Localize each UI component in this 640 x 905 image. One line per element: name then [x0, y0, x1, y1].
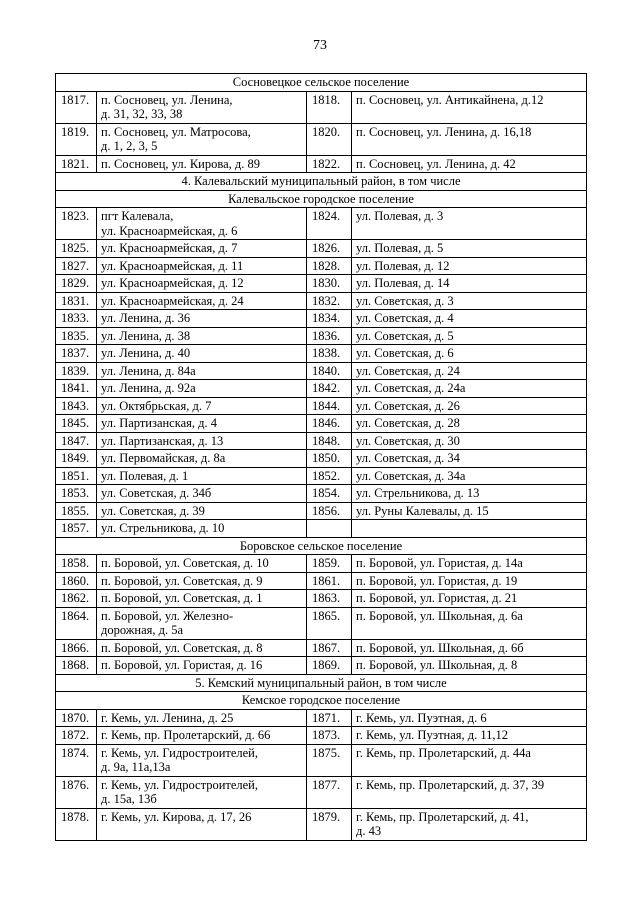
entry-number-right: 1828. — [307, 257, 352, 275]
entry-number-left: 1825. — [56, 240, 97, 258]
entry-number-right — [307, 520, 352, 538]
entry-number-left: 1872. — [56, 727, 97, 745]
entry-number-left: 1819. — [56, 123, 97, 155]
entry-number-left: 1866. — [56, 639, 97, 657]
entry-number-right: 1869. — [307, 657, 352, 675]
address-right: п. Боровой, ул. Гористая, д. 21 — [352, 590, 587, 608]
address-left: п. Боровой, ул. Советская, д. 8 — [97, 639, 307, 657]
entry-number-right: 1863. — [307, 590, 352, 608]
entry-number-left: 1849. — [56, 450, 97, 468]
entry-number-right: 1854. — [307, 485, 352, 503]
table-row — [56, 257, 587, 275]
table-row — [56, 208, 587, 240]
entry-number-right: 1834. — [307, 310, 352, 328]
entry-number-left: 1841. — [56, 380, 97, 398]
entry-number-right: 1859. — [307, 555, 352, 573]
section-header: Кемское городское поселение — [56, 692, 587, 710]
section-header: Боровское сельское поселение — [56, 537, 587, 555]
address-left: ул. Ленина, д. 38 — [97, 327, 307, 345]
entry-number-right: 1861. — [307, 572, 352, 590]
entry-number-left: 1831. — [56, 292, 97, 310]
entry-number-right: 1879. — [307, 808, 352, 840]
entry-number-left: 1870. — [56, 709, 97, 727]
address-left: ул. Красноармейская, д. 12 — [97, 275, 307, 293]
address-left: ул. Ленина, д. 36 — [97, 310, 307, 328]
address-right: п. Боровой, ул. Гористая, д. 14а — [352, 555, 587, 573]
entry-number-right: 1822. — [307, 155, 352, 173]
address-left: п. Боровой, ул. Советская, д. 10 — [97, 555, 307, 573]
table-row — [56, 397, 587, 415]
entry-number-left: 1853. — [56, 485, 97, 503]
address-right: п. Сосновец, ул. Ленина, д. 16,18 — [352, 123, 587, 155]
table-row — [56, 450, 587, 468]
table-row — [56, 91, 587, 123]
address-left: п. Боровой, ул. Железно- дорожная, д. 5а — [97, 607, 307, 639]
table-row — [56, 467, 587, 485]
address-right: г. Кемь, ул. Пуэтная, д. 6 — [352, 709, 587, 727]
table-row — [56, 657, 587, 675]
entry-number-left: 1839. — [56, 362, 97, 380]
address-left: п. Сосновец, ул. Ленина, д. 31, 32, 33, 38 — [97, 91, 307, 123]
entry-number-right: 1850. — [307, 450, 352, 468]
table-row — [56, 776, 587, 808]
entry-number-right: 1844. — [307, 397, 352, 415]
address-right: п. Боровой, ул. Гористая, д. 19 — [352, 572, 587, 590]
entry-number-right: 1824. — [307, 208, 352, 240]
page-number: 73 — [313, 38, 327, 53]
entry-number-right: 1830. — [307, 275, 352, 293]
entry-number-left: 1855. — [56, 502, 97, 520]
entry-number-left: 1835. — [56, 327, 97, 345]
table-row — [56, 502, 587, 520]
entry-number-left: 1845. — [56, 415, 97, 433]
address-left: ул. Ленина, д. 92а — [97, 380, 307, 398]
address-right: ул. Советская, д. 26 — [352, 397, 587, 415]
address-right: п. Боровой, ул. Школьная, д. 6б — [352, 639, 587, 657]
table-row — [56, 275, 587, 293]
address-right: ул. Советская, д. 34 — [352, 450, 587, 468]
address-left: ул. Октябрьская, д. 7 — [97, 397, 307, 415]
address-right: г. Кемь, пр. Пролетарский, д. 41, д. 43 — [352, 808, 587, 840]
address-right: ул. Полевая, д. 14 — [352, 275, 587, 293]
address-right: г. Кемь, пр. Пролетарский, д. 44а — [352, 744, 587, 776]
section-header: 4. Калевальский муниципальный район, в том числе — [56, 173, 587, 191]
entry-number-left: 1864. — [56, 607, 97, 639]
section-header-row — [56, 74, 587, 92]
table-row — [56, 607, 587, 639]
address-left: п. Сосновец, ул. Кирова, д. 89 — [97, 155, 307, 173]
section-header-row — [56, 173, 587, 191]
table-row — [56, 155, 587, 173]
section-header-row — [56, 692, 587, 710]
address-right: ул. Советская, д. 24а — [352, 380, 587, 398]
address-left: ул. Красноармейская, д. 7 — [97, 240, 307, 258]
address-left: ул. Ленина, д. 84а — [97, 362, 307, 380]
entry-number-right: 1875. — [307, 744, 352, 776]
address-left: ул. Красноармейская, д. 11 — [97, 257, 307, 275]
section-header: 5. Кемский муниципальный район, в том числе — [56, 674, 587, 692]
entry-number-right: 1832. — [307, 292, 352, 310]
entry-number-left: 1851. — [56, 467, 97, 485]
table-row — [56, 380, 587, 398]
address-left: г. Кемь, ул. Кирова, д. 17, 26 — [97, 808, 307, 840]
address-left: ул. Ленина, д. 40 — [97, 345, 307, 363]
entry-number-left: 1874. — [56, 744, 97, 776]
address-right: ул. Полевая, д. 5 — [352, 240, 587, 258]
address-right: п. Боровой, ул. Школьная, д. 8 — [352, 657, 587, 675]
address-right: ул. Стрельникова, д. 13 — [352, 485, 587, 503]
address-left: п. Боровой, ул. Советская, д. 9 — [97, 572, 307, 590]
address-left: пгт Калевала, ул. Красноармейская, д. 6 — [97, 208, 307, 240]
table-row — [56, 415, 587, 433]
address-right: г. Кемь, пр. Пролетарский, д. 37, 39 — [352, 776, 587, 808]
entry-number-left: 1823. — [56, 208, 97, 240]
address-right: ул. Советская, д. 30 — [352, 432, 587, 450]
entry-number-left: 1876. — [56, 776, 97, 808]
address-right: ул. Советская, д. 4 — [352, 310, 587, 328]
table-row — [56, 572, 587, 590]
entry-number-right: 1842. — [307, 380, 352, 398]
entry-number-left: 1857. — [56, 520, 97, 538]
table-row — [56, 709, 587, 727]
address-right: ул. Полевая, д. 12 — [352, 257, 587, 275]
entry-number-left: 1862. — [56, 590, 97, 608]
entry-number-left: 1843. — [56, 397, 97, 415]
address-right: п. Сосновец, ул. Ленина, д. 42 — [352, 155, 587, 173]
table-row — [56, 123, 587, 155]
table-row — [56, 555, 587, 573]
entry-number-left: 1817. — [56, 91, 97, 123]
table-row — [56, 310, 587, 328]
table-row — [56, 362, 587, 380]
entry-number-left: 1837. — [56, 345, 97, 363]
entry-number-right: 1867. — [307, 639, 352, 657]
entry-number-right: 1836. — [307, 327, 352, 345]
entry-number-right: 1856. — [307, 502, 352, 520]
address-left: ул. Партизанская, д. 4 — [97, 415, 307, 433]
entry-number-left: 1858. — [56, 555, 97, 573]
address-right — [352, 520, 587, 538]
address-right: ул. Советская, д. 5 — [352, 327, 587, 345]
entry-number-right: 1840. — [307, 362, 352, 380]
entry-number-right: 1865. — [307, 607, 352, 639]
table-row — [56, 432, 587, 450]
address-right: ул. Советская, д. 28 — [352, 415, 587, 433]
address-left: г. Кемь, пр. Пролетарский, д. 66 — [97, 727, 307, 745]
address-left: ул. Стрельникова, д. 10 — [97, 520, 307, 538]
entry-number-left: 1829. — [56, 275, 97, 293]
section-header-row — [56, 190, 587, 208]
entry-number-left: 1847. — [56, 432, 97, 450]
address-left: ул. Советская, д. 34б — [97, 485, 307, 503]
address-right: п. Сосновец, ул. Антикайнена, д.12 — [352, 91, 587, 123]
entry-number-right: 1877. — [307, 776, 352, 808]
address-right: ул. Советская, д. 34а — [352, 467, 587, 485]
entry-number-left: 1833. — [56, 310, 97, 328]
entry-number-right: 1846. — [307, 415, 352, 433]
address-right: ул. Советская, д. 6 — [352, 345, 587, 363]
table-row — [56, 727, 587, 745]
table-row — [56, 485, 587, 503]
section-header-row — [56, 674, 587, 692]
entry-number-right: 1826. — [307, 240, 352, 258]
address-left: п. Боровой, ул. Гористая, д. 16 — [97, 657, 307, 675]
entry-number-right: 1848. — [307, 432, 352, 450]
entry-number-right: 1818. — [307, 91, 352, 123]
entry-number-right: 1820. — [307, 123, 352, 155]
table-row — [56, 520, 587, 538]
entry-number-right: 1852. — [307, 467, 352, 485]
address-left: г. Кемь, ул. Ленина, д. 25 — [97, 709, 307, 727]
entry-number-right: 1871. — [307, 709, 352, 727]
address-right: ул. Полевая, д. 3 — [352, 208, 587, 240]
entry-number-left: 1860. — [56, 572, 97, 590]
address-right: ул. Руны Калевалы, д. 15 — [352, 502, 587, 520]
entry-number-right: 1873. — [307, 727, 352, 745]
address-left: ул. Партизанская, д. 13 — [97, 432, 307, 450]
address-table-body — [56, 74, 587, 841]
address-right: ул. Советская, д. 3 — [352, 292, 587, 310]
table-row — [56, 808, 587, 840]
table-row — [56, 345, 587, 363]
address-right: ул. Советская, д. 24 — [352, 362, 587, 380]
address-left: г. Кемь, ул. Гидростроителей, д. 15а, 13б — [97, 776, 307, 808]
section-header-row — [56, 537, 587, 555]
address-table — [55, 73, 587, 841]
entry-number-left: 1878. — [56, 808, 97, 840]
address-left: ул. Советская, д. 39 — [97, 502, 307, 520]
table-row — [56, 240, 587, 258]
address-left: ул. Первомайская, д. 8а — [97, 450, 307, 468]
address-left: ул. Красноармейская, д. 24 — [97, 292, 307, 310]
section-header: Калевальское городское поселение — [56, 190, 587, 208]
address-right: г. Кемь, ул. Пуэтная, д. 11,12 — [352, 727, 587, 745]
table-row — [56, 744, 587, 776]
table-row — [56, 292, 587, 310]
table-row — [56, 639, 587, 657]
entry-number-left: 1827. — [56, 257, 97, 275]
entry-number-left: 1821. — [56, 155, 97, 173]
table-row — [56, 327, 587, 345]
entry-number-right: 1838. — [307, 345, 352, 363]
address-left: п. Сосновец, ул. Матросова, д. 1, 2, 3, 5 — [97, 123, 307, 155]
address-left: ул. Полевая, д. 1 — [97, 467, 307, 485]
address-right: п. Боровой, ул. Школьная, д. 6а — [352, 607, 587, 639]
section-header: Сосновецкое сельское поселение — [56, 74, 587, 92]
address-left: г. Кемь, ул. Гидростроителей, д. 9а, 11а,13а — [97, 744, 307, 776]
table-row — [56, 590, 587, 608]
entry-number-left: 1868. — [56, 657, 97, 675]
address-left: п. Боровой, ул. Советская, д. 1 — [97, 590, 307, 608]
